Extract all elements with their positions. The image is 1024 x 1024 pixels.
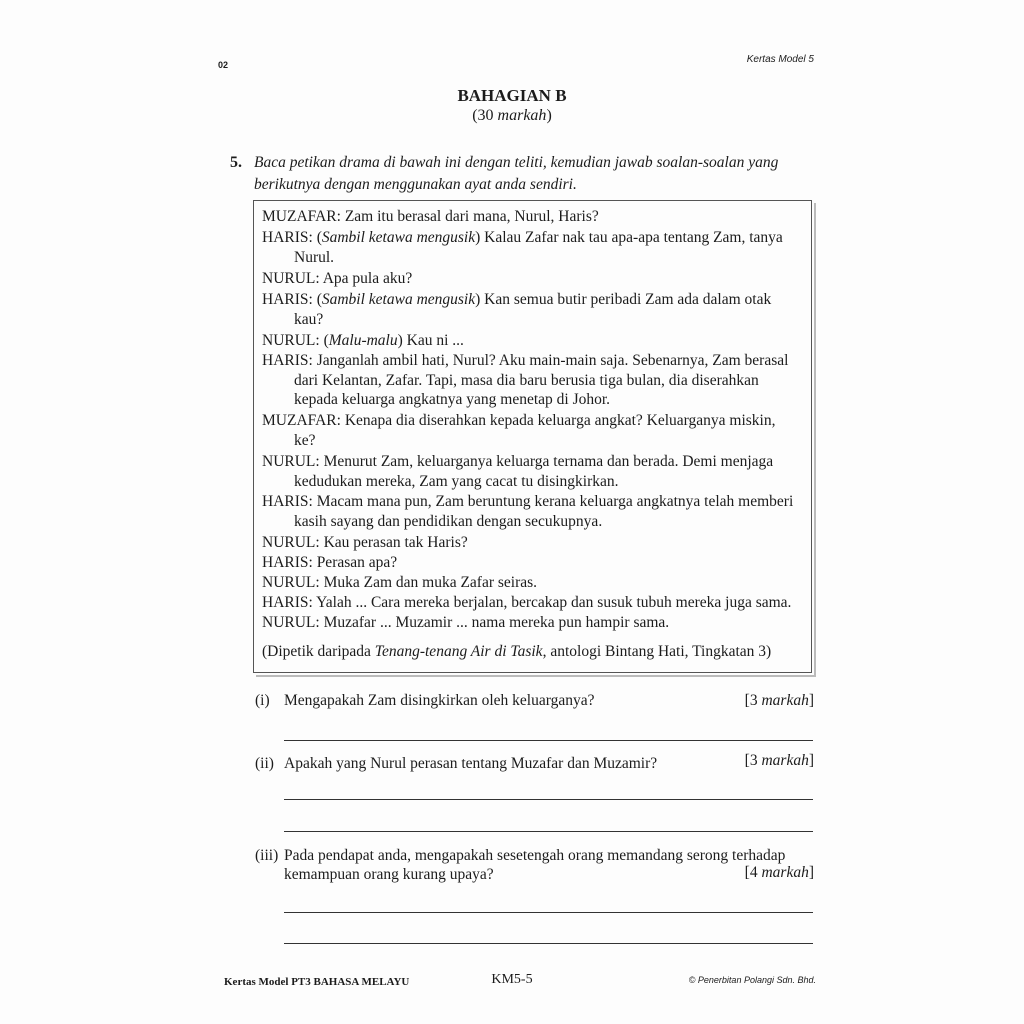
passage-line: kasih sayang dan pendidikan dengan secukupnya. — [294, 513, 603, 530]
passage-line: HARIS: (Sambil ketawa mengusik) Kalau Zafar nak tau apa-apa tentang Zam, tanya — [262, 229, 783, 246]
passage-line: NURUL: Menurut Zam, keluarganya keluarga ternama dan berada. Demi menjaga — [262, 453, 774, 470]
question-number: 5. — [230, 154, 242, 171]
passage-line: NURUL: Muka Zam dan muka Zafar seiras. — [262, 574, 538, 591]
question-text: Apakah yang Nurul perasan tentang Muzafar dan Muzamir? — [284, 755, 658, 772]
passage-line: NURUL: Apa pula aku? — [262, 270, 413, 287]
section-title: BAHAGIAN B — [457, 86, 567, 105]
answer-line[interactable] — [284, 799, 813, 800]
paper-name: Kertas Model 5 — [746, 54, 814, 65]
passage-line: HARIS: Janganlah ambil hati, Nurul? Aku main-main saja. Sebenarnya, Zam berasal — [262, 352, 789, 369]
question-text-continued: kemampuan orang kurang upaya? — [284, 866, 494, 883]
passage-source: (Dipetik daripada Tenang-tenang Air di Tasik, antologi Bintang Hati, Tingkatan 3) — [262, 643, 772, 660]
answer-line[interactable] — [284, 831, 813, 832]
passage-line: HARIS: Perasan apa? — [262, 554, 398, 571]
page-number: 02 — [218, 60, 229, 70]
answer-line[interactable] — [284, 943, 813, 944]
passage-line: ke? — [294, 432, 316, 449]
answer-line[interactable] — [284, 740, 813, 741]
instruction-line-1: Baca petikan drama di bawah ini dengan teliti, kemudian jawab soalan-soalan yang — [254, 154, 779, 171]
passage-line: kedudukan mereka, Zam yang cacat tu disingkirkan. — [294, 473, 619, 490]
passage-line: NURUL: Muzafar ... Muzamir ... nama mereka pun hampir sama. — [262, 614, 670, 631]
passage-line: dari Kelantan, Zafar. Tapi, masa dia baru berusia tiga bulan, dia diserahkan — [294, 372, 759, 389]
question-text: Mengapakah Zam disingkirkan oleh keluarganya? — [284, 692, 595, 709]
passage-line: MUZAFAR: Zam itu berasal dari mana, Nurul, Haris? — [262, 208, 599, 225]
passage-line: NURUL: (Malu-malu) Kau ni ... — [262, 332, 464, 349]
passage-line: HARIS: Yalah ... Cara mereka berjalan, bercakap dan susuk tubuh mereka juga sama. — [262, 594, 792, 611]
footer-paper-title: Kertas Model PT3 BAHASA MELAYU — [224, 976, 410, 988]
footer-publisher: © Penerbitan Polangi Sdn. Bhd. — [688, 975, 816, 985]
passage-line: HARIS: Macam mana pun, Zam beruntung kerana keluarga angkatnya telah memberi — [262, 493, 794, 510]
question-label: (i) — [255, 692, 270, 709]
section-marks: (30 markah) — [472, 107, 552, 124]
passage-line: MUZAFAR: Kenapa dia diserahkan kepada keluarga angkat? Keluarganya miskin, — [262, 412, 776, 429]
question-marks: [3 markah] — [744, 692, 814, 709]
passage-line: NURUL: Kau perasan tak Haris? — [262, 534, 468, 551]
question-label: (iii) — [255, 847, 279, 864]
drama-passage-box — [253, 200, 812, 673]
passage-line: Nurul. — [294, 249, 335, 266]
question-text: Pada pendapat anda, mengapakah sesetengah orang memandang serong terhadap — [284, 847, 786, 864]
passage-line: HARIS: (Sambil ketawa mengusik) Kan semua butir peribadi Zam ada dalam otak — [262, 291, 772, 308]
instruction-line-2: berikutnya dengan menggunakan ayat anda sendiri. — [254, 176, 577, 193]
question-marks: [3 markah] — [744, 752, 814, 769]
footer-page-code: KM5-5 — [491, 972, 533, 987]
question-marks: [4 markah] — [744, 864, 814, 881]
passage-line: kepada keluarga angkatnya yang menetap di Johor. — [294, 391, 611, 408]
answer-line[interactable] — [284, 912, 813, 913]
question-label: (ii) — [255, 755, 274, 772]
passage-line: kau? — [294, 311, 324, 328]
